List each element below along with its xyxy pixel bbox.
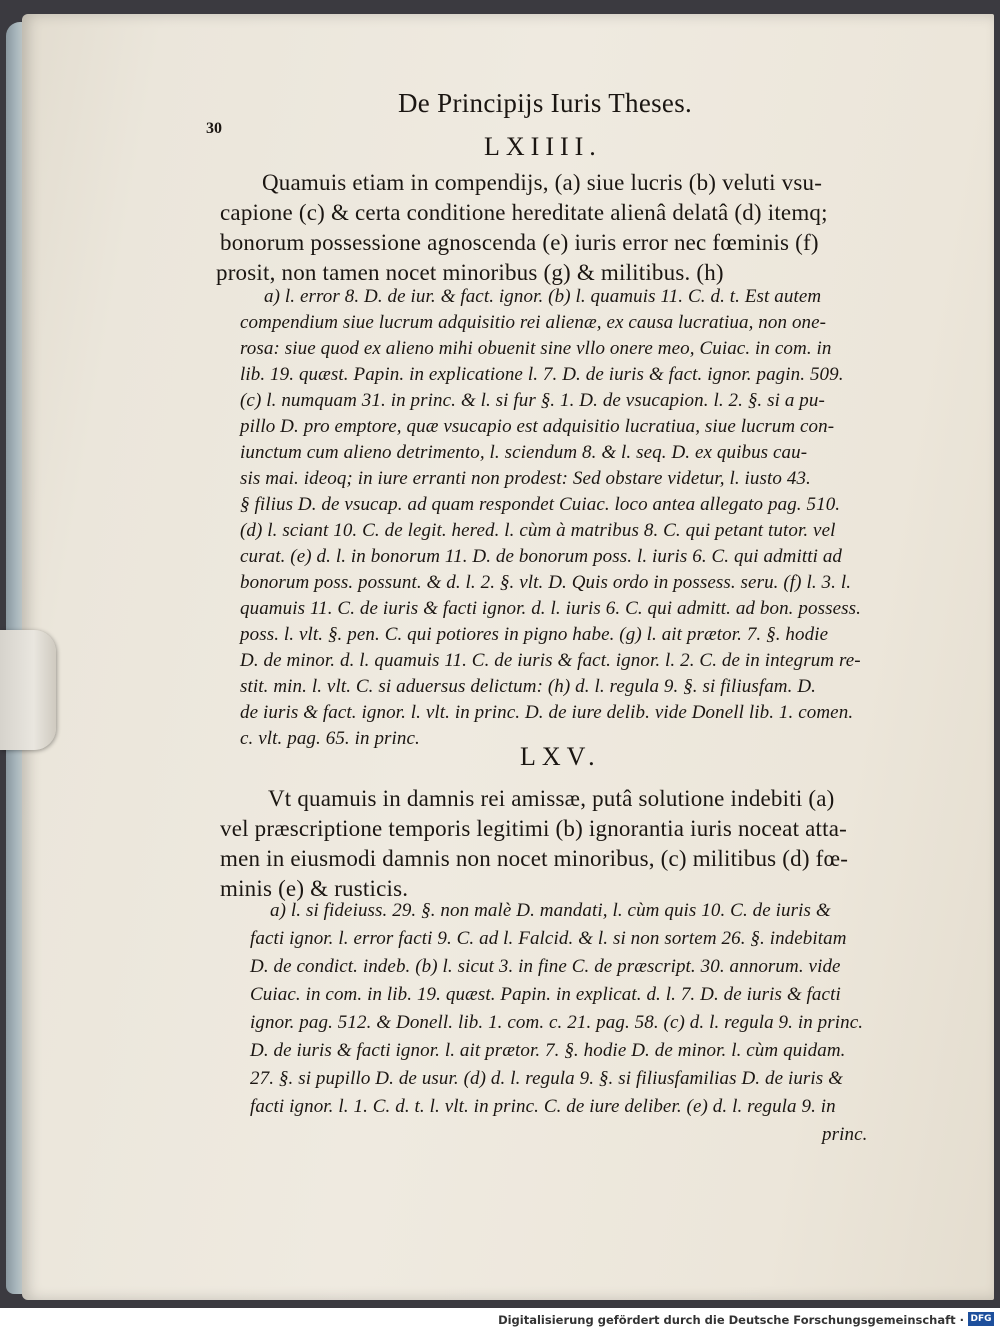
annotation-line: (d) l. sciant 10. C. de legit. hered. l. cùm à matribus 8. C. qui petant tutor. vel	[240, 520, 836, 541]
annotation-line: facti ignor. l. error facti 9. C. ad l. Falcid. & l. si non sortem 26. §. indebitam	[250, 928, 847, 949]
running-title: De Principijs Iuris Theses.	[398, 88, 693, 118]
annotation-line: princ.	[822, 1124, 868, 1145]
page-number: 30	[206, 120, 222, 137]
annotation-line: D. de condict. indeb. (b) l. sicut 3. in fine C. de præscript. 30. annorum. vide	[250, 956, 841, 977]
annotation-line: iunctum cum alieno detrimento, l. sciendum 8. & l. seq. D. ex quibus cau-	[240, 442, 808, 463]
annotation-line: § filius D. de vsucap. ad quam respondet Cuiac. loco antea allegato pag. 510.	[240, 494, 841, 515]
thesis-line: prosit, non tamen nocet minoribus (g) & militibus. (h)	[216, 260, 724, 285]
annotation-line: rosa: siue quod ex alieno mihi obuenit sine vllo onere meo, Cuiac. in com. in	[240, 338, 832, 359]
annotation-line: quamuis 11. C. de iuris & facti ignor. d. l. iuris 6. C. qui admitt. ad bon. possess.	[240, 598, 861, 619]
annotation-line: bonorum poss. possunt. & d. l. 2. §. vlt. D. Quis ordo in possess. seru. (f) l. 3. l.	[240, 572, 852, 593]
annotation-line: a) l. error 8. D. de iur. & fact. ignor. (b) l. quamuis 11. C. d. t. Est autem	[264, 286, 822, 307]
annotation-line: D. de minor. d. l. quamuis 11. C. de iuris & fact. ignor. l. 2. C. de in integrum re-	[240, 650, 861, 671]
funding-notice: Digitalisierung gefördert durch die Deutsche Forschungsgemeinschaft ·	[498, 1313, 964, 1327]
annotation-line: ignor. pag. 512. & Donell. lib. 1. com. c. 21. pag. 58. (c) d. l. regula 9. in princ.	[250, 1012, 864, 1033]
thesis-line: minis (e) & rusticis.	[220, 876, 409, 901]
thesis-line: men in eiusmodi damnis non nocet minoribus, (c) militibus (d) fœ-	[220, 846, 849, 871]
book-clasp	[0, 630, 56, 750]
annotation-line: 27. §. si pupillo D. de usur. (d) d. l. regula 9. §. si filiusfamilias D. de iuris &	[250, 1068, 844, 1089]
thesis-line: bonorum possessione agnoscenda (e) iuris error nec fœminis (f)	[220, 230, 819, 255]
thesis-line: vel præscriptione temporis legitimi (b) ignorantia iuris noceat atta-	[220, 816, 847, 841]
annotation-line: c. vlt. pag. 65. in princ.	[240, 728, 420, 749]
section-number: LXIIII.	[484, 132, 602, 161]
annotation-line: curat. (e) d. l. in bonorum 11. D. de bonorum poss. l. iuris 6. C. qui admitti ad	[240, 546, 843, 567]
annotation-line: compendium siue lucrum adquisitio rei alienæ, ex causa lucratiua, non one-	[240, 312, 827, 333]
annotation-line: (c) l. numquam 31. in princ. & l. si fur §. 1. D. de vsucapion. l. 2. §. si a pu-	[240, 390, 825, 411]
annotation-line: poss. l. vlt. §. pen. C. qui potiores in pigno habe. (g) l. ait prætor. 7. §. hodie	[240, 624, 829, 645]
footer-bar	[0, 1308, 1000, 1332]
annotation-line: de iuris & fact. ignor. l. vlt. in princ. D. de iure delib. vide Donell lib. 1. comen.	[240, 702, 854, 723]
annotation-line: Cuiac. in com. in lib. 19. quæst. Papin. in explicat. d. l. 7. D. de iuris & facti	[250, 984, 841, 1005]
annotation-line: lib. 19. quæst. Papin. in explicatione l. 7. D. de iuris & fact. ignor. pagin. 509.	[240, 364, 844, 385]
thesis-line: capione (c) & certa conditione hereditate alienâ delatâ (d) itemq;	[220, 200, 828, 225]
annotation-line: a) l. si fideiuss. 29. §. non malè D. mandati, l. cùm quis 10. C. de iuris &	[270, 900, 831, 921]
thesis-line: Vt quamuis in damnis rei amissæ, putâ solutione indebiti (a)	[268, 786, 835, 811]
annotation-line: D. de iuris & facti ignor. l. ait prætor. 7. §. hodie D. de minor. l. cùm quidam.	[250, 1040, 846, 1061]
annotation-line: sis mai. ideoq; in iure erranti non prodest: Sed obstare videtur, l. iusto 43.	[240, 468, 811, 489]
section-number: LXV.	[520, 742, 601, 771]
dfg-logo: DFG	[968, 1312, 994, 1326]
annotation-line: pillo D. pro emptore, quæ vsucapio est adquisitio lucratiua, siue lucrum con-	[240, 416, 835, 437]
annotation-line: facti ignor. l. 1. C. d. t. l. vlt. in princ. C. de iure deliber. (e) d. l. regula 9. in	[250, 1096, 836, 1117]
annotation-line: stit. min. l. vlt. C. si aduersus delictum: (h) d. l. regula 9. §. si filiusfam. D.	[240, 676, 816, 697]
thesis-line: Quamuis etiam in compendijs, (a) siue lucris (b) veluti vsu-	[262, 170, 823, 195]
